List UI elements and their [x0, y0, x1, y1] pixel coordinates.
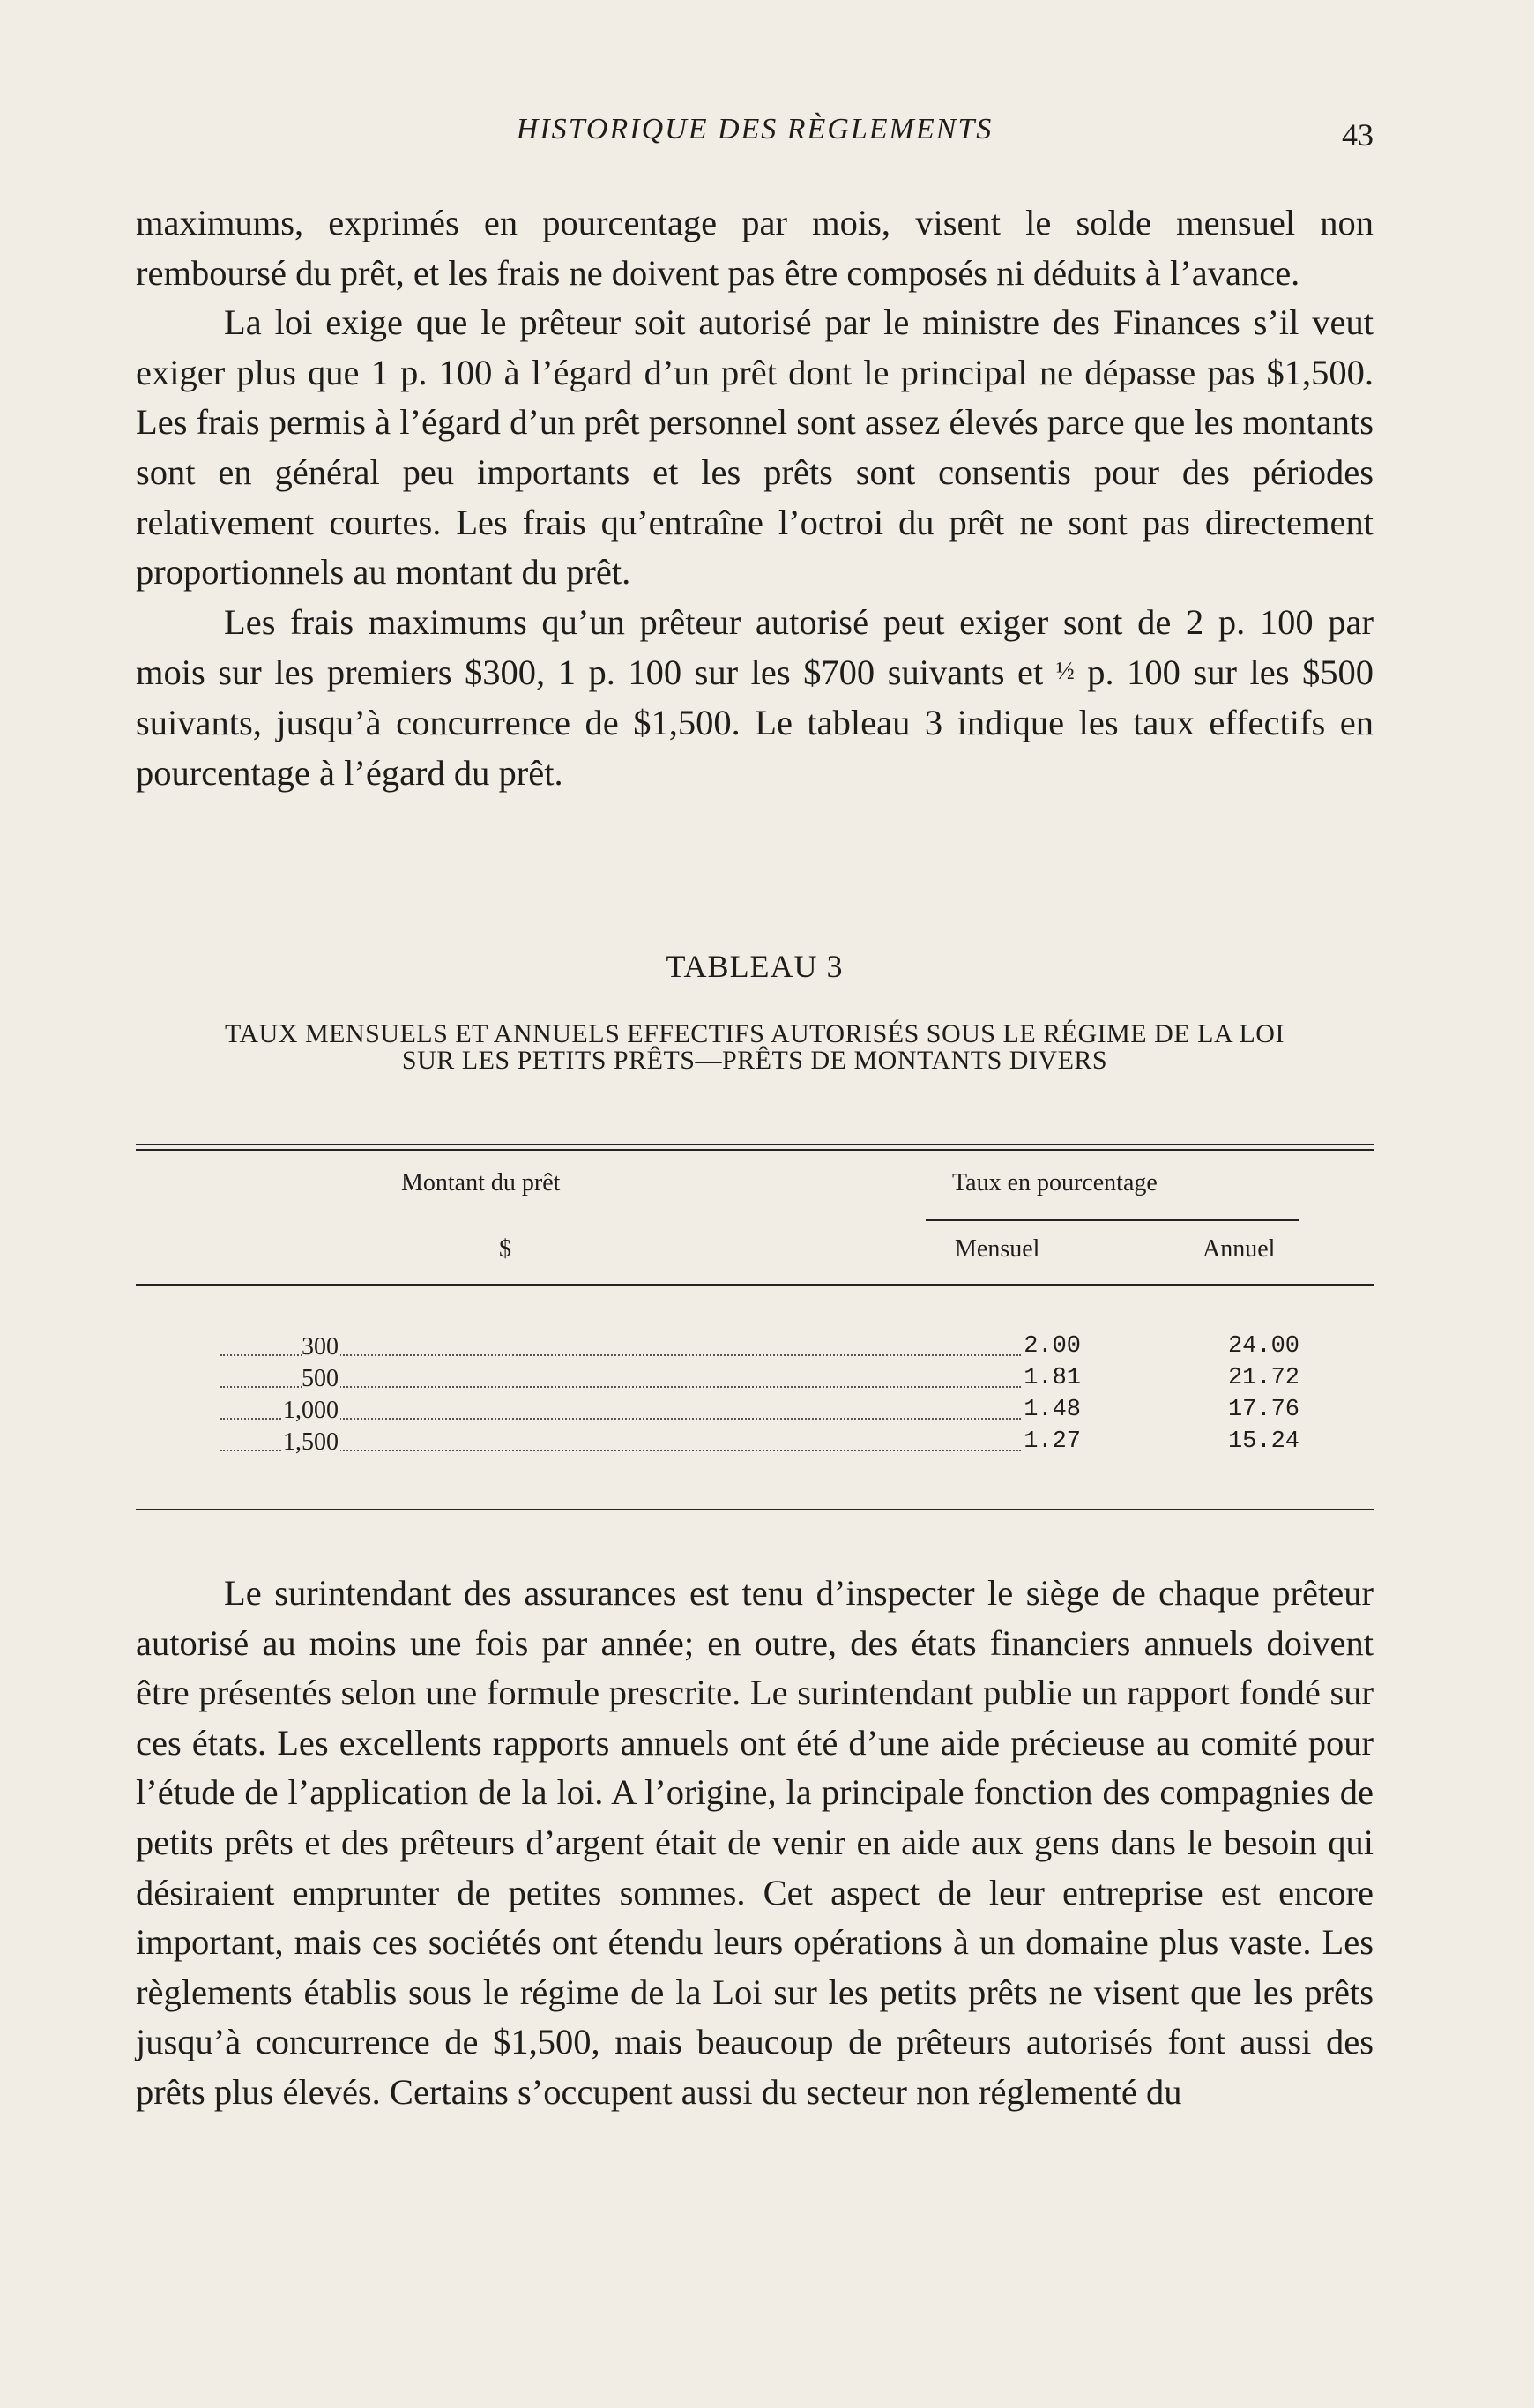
paragraph: maximums, exprimés en pourcentage par mois, visent le solde mensuel non remboursé du prêt, et les frais ne doivent pas être composés ni déduits à l’avance.: [136, 203, 1374, 293]
table-caption: TAUX MENSUELS ET ANNUELS EFFECTIFS AUTORISÉS SOUS LE RÉGIME DE LA LOI SUR LES PETITS PRÊTS—PRÊTS DE MONTANTS DIVERS: [225, 1019, 1285, 1075]
cell-amount: 1,000: [283, 1397, 339, 1424]
column-header-amount: Montant du prêt: [401, 1169, 561, 1197]
column-header-monthly: Mensuel: [955, 1235, 1040, 1263]
paragraph: Le surintendant des assurances est tenu d’inspecter le siège de chaque prêteur autorisé au moins une fois par année; en outre, des états financiers annuels doivent être présentés selon une formule prescrite. Le surintendant publie un rapport fondé sur ces états. Les excellents rapports annuels ont été d’une aide précieuse au comité pour l’étude de l’application de la loi. A l’origine, la principale fonction des compagnies de petits prêts et des prêteurs d’argent était de venir en aide aux gens dans le besoin qui désiraient emprunter de petites sommes. Cet aspect de leur entreprise est encore important, mais ces sociétés ont étendu leurs opérations à un domaine plus vaste. Les règlements établis sous le régime de la Loi sur les petits prêts ne visent que les prêts jusqu’à concurrence de $1,500, mais beaucoup de prêteurs autorisés font aussi des prêts plus élevés. Certains s’occupent aussi du secteur non réglementé du: [136, 1573, 1374, 2112]
table-row: [136, 1428, 1374, 1460]
column-header-amount-unit: $: [499, 1235, 511, 1263]
cell-annual: 15.24: [1227, 1428, 1299, 1455]
column-header-annual: Annuel: [1203, 1235, 1276, 1263]
cell-monthly: 1.48: [1024, 1397, 1081, 1423]
body-text-top: [136, 198, 1374, 798]
table-bottom-rule: [136, 1509, 1374, 1510]
body-text-bottom: [136, 1569, 1374, 2118]
cell-monthly: 2.00: [1024, 1333, 1081, 1360]
table-row: [136, 1365, 1374, 1397]
table-row: [136, 1333, 1374, 1365]
dot-leader: [220, 1386, 1021, 1388]
dot-leader: [220, 1354, 1021, 1356]
table-title: TABLEAU 3: [666, 949, 844, 984]
paragraph-text: Les frais maximums qu’un prêteur autorisé peut exiger sont de 2 p. 100 par mois sur les premiers $300, 1 p. 100 sur les $700 suivants et: [136, 601, 1374, 693]
table-top-rule: [136, 1144, 1374, 1151]
cell-annual: 21.72: [1227, 1365, 1299, 1391]
rate-header-rule: [926, 1219, 1299, 1221]
running-head: [136, 113, 1374, 166]
column-header-rate: Taux en pourcentage: [952, 1169, 1158, 1197]
paragraph-with-fraction: [136, 598, 1374, 798]
running-title: HISTORIQUE DES RÈGLEMENTS: [516, 113, 994, 145]
cell-amount: 500: [302, 1365, 339, 1392]
table-row: [136, 1397, 1374, 1428]
fraction-one-half: ½: [1055, 658, 1075, 686]
cell-amount: 300: [302, 1333, 339, 1361]
paragraph-text: p. 100 sur les $500 suivants, jusqu’à concurrence de $1,500. Le tableau 3 indique les taux effectifs en pourcentage à l’égard du prêt.: [136, 652, 1374, 793]
page-number: 43: [1342, 117, 1374, 153]
table-header-rule: [136, 1284, 1374, 1286]
cell-annual: 17.76: [1227, 1397, 1299, 1423]
table-body: [136, 1333, 1374, 1460]
paragraph: La loi exige que le prêteur soit autorisé par le ministre des Finances s’il veut exiger plus que 1 p. 100 à l’égard d’un prêt dont le principal ne dépasse pas $1,500. Les frais permis à l’égard d’un prêt personnel sont assez élevés parce que les montants sont en général peu importants et les prêts sont consentis pour des périodes relativement courtes. Les frais qu’entraîne l’octroi du prêt ne sont pas directement proportionnels au montant du prêt.: [136, 302, 1374, 593]
dot-leader: [220, 1418, 1021, 1420]
dot-leader: [220, 1450, 1021, 1451]
cell-amount: 1,500: [283, 1428, 339, 1456]
cell-annual: 24.00: [1227, 1333, 1299, 1360]
cell-monthly: 1.81: [1024, 1365, 1081, 1391]
cell-monthly: 1.27: [1024, 1428, 1081, 1455]
